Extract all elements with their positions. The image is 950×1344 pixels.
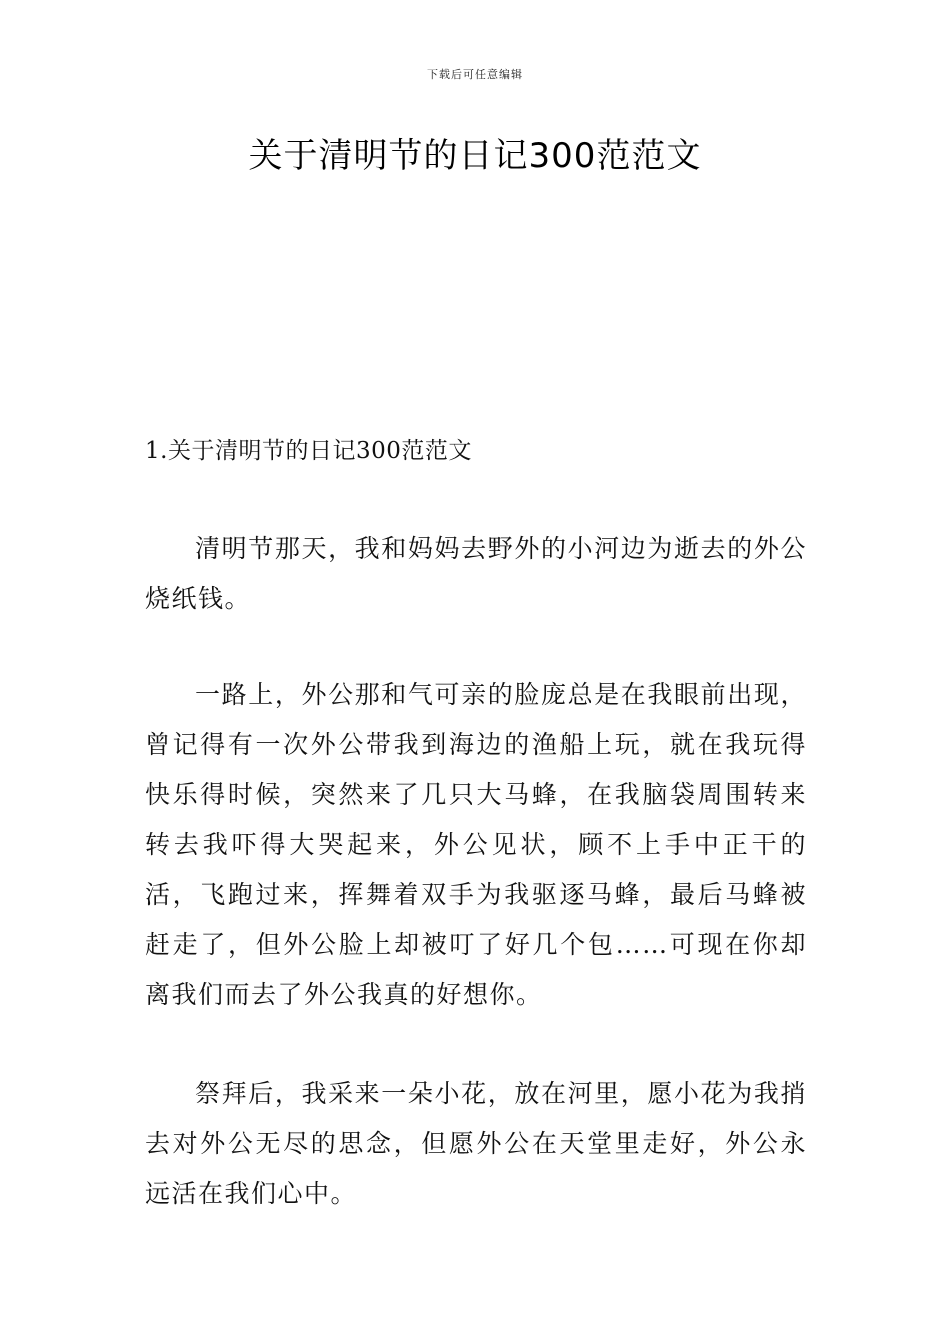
paragraph-1: 清明节那天，我和妈妈去野外的小河边为逝去的外公烧纸钱。 <box>145 534 807 613</box>
paragraph-3: 祭拜后，我采来一朵小花，放在河里，愿小花为我捎去对外公无尽的思念，但愿外公在天堂里走好，外公永远活在我们心中。 <box>145 1079 807 1208</box>
section-heading: 1.关于清明节的日记300范范文 <box>145 438 472 464</box>
header-note: 下载后可任意编辑 <box>427 68 523 81</box>
paragraph-2: 一路上，外公那和气可亲的脸庞总是在我眼前出现，曾记得有一次外公带我到海边的渔船上玩，就在我玩得快乐得时候，突然来了几只大马蜂，在我脑袋周围转来转去我吓得大哭起来，外公见状，顾不上手中正干的活，飞跑过来，挥舞着双手为我驱逐马蜂，最后马蜂被赶走了，但外公脸上却被叮了好几个包……可现在你却离我们而去了外公我真的好想你。 <box>145 680 807 1009</box>
document-title: 关于清明节的日记300范范文 <box>248 136 702 176</box>
